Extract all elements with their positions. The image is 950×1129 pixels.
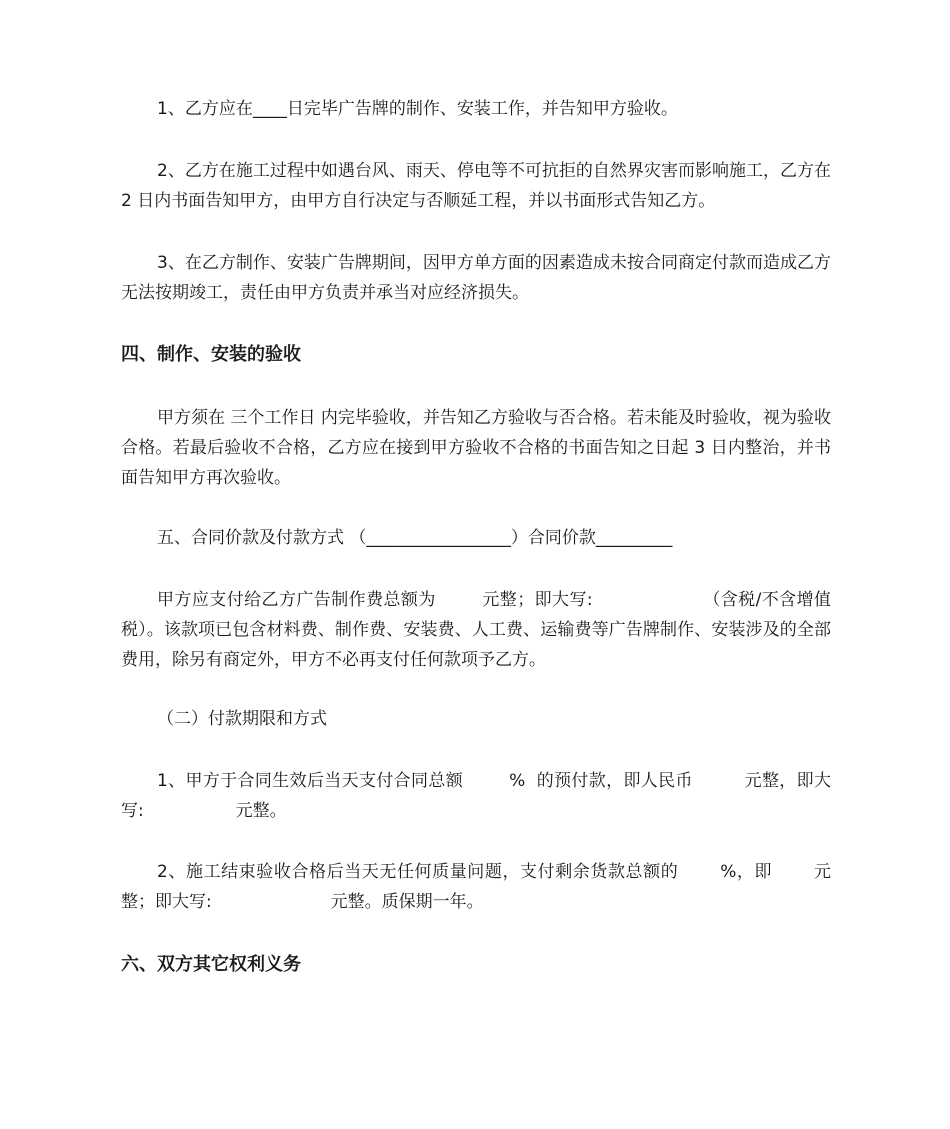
clause-3-1: 1、乙方应在____日完毕广告牌的制作、安装工作，并告知甲方验收。 <box>157 99 678 119</box>
section-5-subheading: （二）付款期限和方式 <box>157 709 327 729</box>
section-6-heading: 六、双方其它权利义务 <box>121 954 301 975</box>
clause-3-2: 2、乙方在施工过程中如遇台风、雨天、停电等不可抗拒的自然界灾害而影响施工，乙方在 2 日内书面告知甲方，由甲方自行决定与否顺延工程，并以书面形式告知乙方。 <box>121 161 837 211</box>
section-4-body: 甲方须在 三个工作日 内完毕验收，并告知乙方验收与否合格。若未能及时验收，视为验收合格。若最后验收不合格，乙方应在接到甲方验收不合格的书面告知之日起 3 日内整治，并书面告知甲方再次验收。 <box>121 408 831 488</box>
section-4-heading: 四、制作、安装的验收 <box>121 344 301 365</box>
clause-3-3: 3、在乙方制作、安装广告牌期间，因甲方单方面的因素造成未按合同商定付款而造成乙方无法按期竣工，责任由甲方负责并承当对应经济损失。 <box>121 253 831 303</box>
payment-clause-2: 2、施工结束验收合格后当天无任何质量问题，支付剩余货款总额的 %，即 元整；即大写: 元整。质保期一年。 <box>121 862 831 912</box>
payment-clause-1: 1、甲方于合同生效后当天支付合同总额 % 的预付款，即人民币 元整，即大写: 元整。 <box>121 771 831 821</box>
section-5-price-para: 甲方应支付给乙方广告制作费总额为 元整；即大写: （含税/不含增值税）。该款项已包含材料费、制作费、安装费、人工费、运输费等广告牌制作、安装涉及的全部费用，除另有商定外，甲方不必再支付任何款项予乙方。 <box>121 590 831 670</box>
section-5-heading: 五、合同价款及付款方式 （_________________）合同价款_________ <box>157 528 673 548</box>
